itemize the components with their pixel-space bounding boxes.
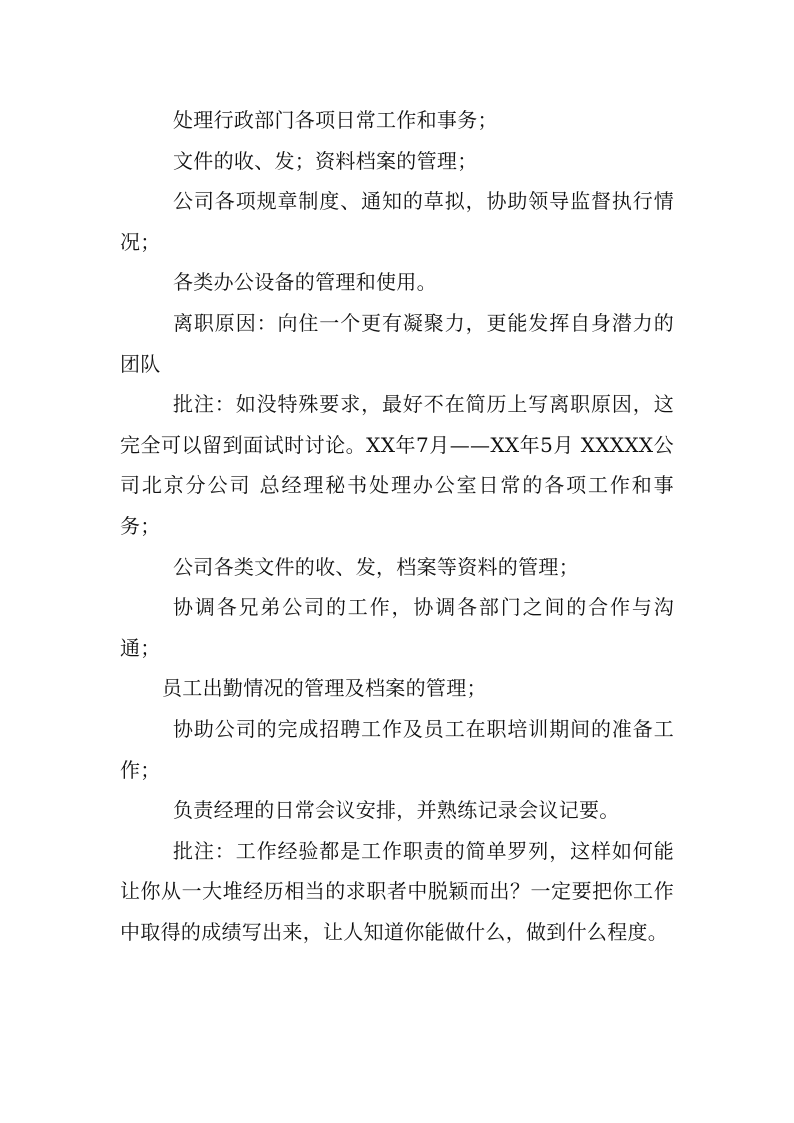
paragraph: 公司各项规章制度、通知的草拟，协助领导监督执行情况； — [120, 189, 674, 254]
document-body — [120, 100, 674, 952]
paragraph: 负责经理的日常会议安排，并熟练记录会议记要。 — [173, 798, 620, 823]
annotation-paragraph: 批注：如没特殊要求，最好不在简历上写离职原因，这完全可以留到面试时讨论。XX年7月——XX年5月 XXXXX公司北京分公司 总经理秘书处理办公室日常的各项工作和事务； — [120, 392, 674, 538]
paragraph: 协助公司的完成招聘工作及员工在职培训期间的准备工作； — [120, 716, 674, 782]
paragraph: 处理行政部门各项日常工作和事务； — [173, 108, 498, 132]
paragraph: 协调各兄弟公司的工作，协调各部门之间的合作与沟通； — [120, 595, 674, 660]
annotation-paragraph: 批注：工作经验都是工作职责的简单罗列，这样如何能让你从一大堆经历相当的求职者中脱颖而出？一定要把你工作中取得的成绩写出来，让人知道你能做什么，做到什么程度。 — [120, 838, 674, 944]
paragraph: 文件的收、发；资料档案的管理； — [173, 148, 478, 173]
paragraph: 公司各类文件的收、发，档案等资料的管理； — [173, 554, 579, 579]
paragraph: 各类办公设备的管理和使用。 — [173, 270, 437, 295]
paragraph: 员工出勤情况的管理及档案的管理； — [162, 676, 487, 701]
paragraph: 离职原因：向住一个更有凝聚力，更能发挥自身潜力的团队 — [120, 310, 674, 376]
